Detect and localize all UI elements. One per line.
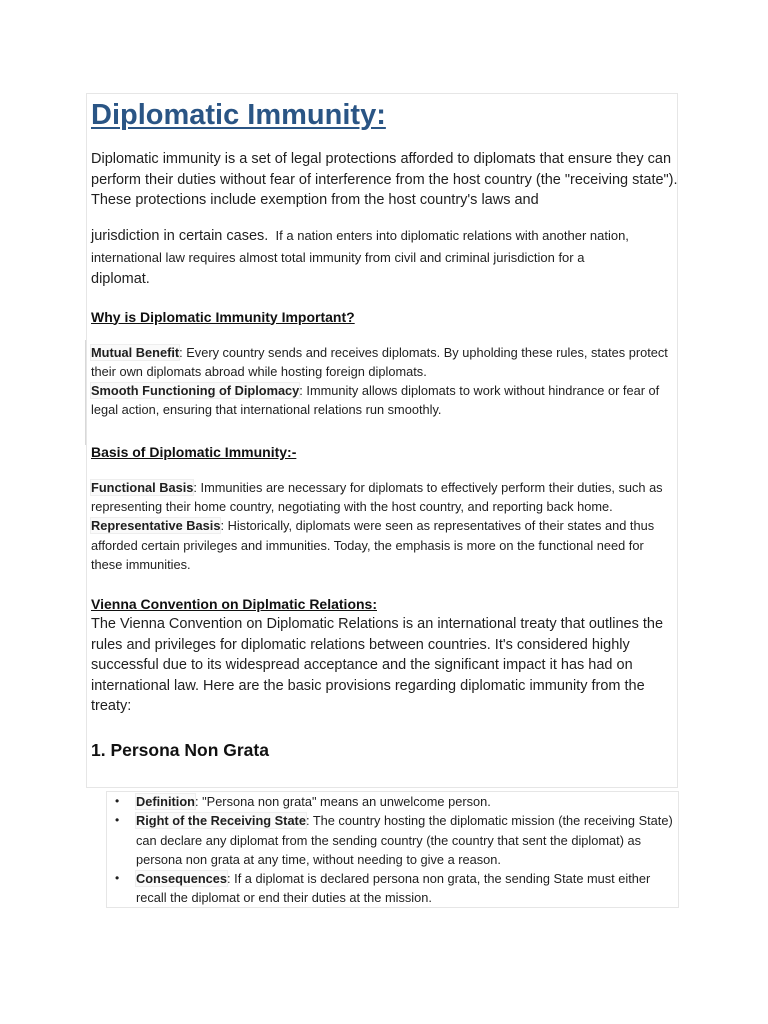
- basis-item: [91, 478, 676, 517]
- term-label: Smooth Functioning of Diplomacy: [91, 383, 300, 399]
- list-item: [108, 792, 676, 811]
- intro-mid: If a nation enters into diplomatic relations with another nation, international law requires almost total immunity from civil and criminal jurisdiction for a: [91, 227, 629, 265]
- term-text: : The country hosting the diplomatic mission (the receiving State) can declare any diplomat from the sending country (the country that sent the diplomat) as persona non grata at any time, without needing to give a reason.: [136, 813, 673, 867]
- why-item: [91, 381, 676, 420]
- bullet-icon: •: [115, 871, 120, 886]
- term-label: Right of the Receiving State: [136, 813, 306, 829]
- term-label: Functional Basis: [91, 479, 194, 495]
- basis-section: [91, 478, 676, 574]
- document-body: [91, 96, 679, 762]
- term-text: : Historically, diplomats were seen as representatives of their states and thus afforded certain privileges and immunities. Today, the emphasis is more on the functional need for these immunities.: [91, 518, 655, 572]
- term-label: Mutual Benefit: [91, 344, 180, 360]
- vienna-paragraph: The Vienna Convention on Diplomatic Relations is an international treaty that outlines the rules and privileges for diplomatic relations between countries. It's considered highly successful due to its widespread acceptance and the significant impact it has had on international law. Here are the basic provisions regarding diplomatic immunity from the treaty:: [91, 616, 664, 715]
- intro-paragraph-2: [91, 225, 679, 269]
- term-text: : Immunity allows diplomats to work without hindrance or fear of legal action, ensuring that international relations run smoothly.: [91, 383, 660, 418]
- term-label: Definition: [136, 794, 195, 809]
- persona-list: [108, 792, 676, 908]
- intro-paragraph: Diplomatic immunity is a set of legal protections afforded to diplomats that ensure they can perform their duties without fear of interference from the host country (the "receiving state"). These protections include exemption from the host country's laws and: [91, 151, 678, 208]
- margin-mark: [85, 340, 86, 445]
- bullet-icon: •: [115, 813, 120, 828]
- basis-item: [91, 516, 676, 574]
- intro-lead: jurisdiction in certain cases.: [91, 227, 269, 244]
- bullet-icon: •: [115, 794, 120, 808]
- term-text: : Every country sends and receives diplomats. By upholding these rules, states protect their own diplomats abroad while hosting foreign diplomats.: [91, 344, 668, 379]
- heading-basis: Basis of Diplomatic Immunity:-: [91, 443, 297, 460]
- term-text: : "Persona non grata" means an unwelcome person.: [195, 794, 491, 809]
- why-item: [91, 343, 676, 382]
- list-item: [108, 811, 676, 869]
- term-label: Consequences: [136, 871, 228, 887]
- term-text: : If a diplomat is declared persona non grata, the sending State must either recall the diplomat or end their duties at the mission.: [136, 871, 651, 906]
- page-title: Diplomatic Immunity:: [91, 99, 386, 131]
- heading-persona-non-grata: 1. Persona Non Grata: [91, 739, 269, 760]
- heading-vienna: Vienna Convention on Diplmatic Relations:: [91, 596, 377, 613]
- heading-why: Why is Diplomatic Immunity Important?: [91, 308, 355, 325]
- intro-tail: diplomat.: [91, 270, 150, 287]
- list-item: [108, 869, 676, 908]
- why-section: [91, 343, 676, 420]
- term-text: : Immunities are necessary for diplomats to effectively perform their duties, such as representing their home country, negotiating with the host country, and reporting back home.: [91, 479, 663, 514]
- term-label: Representative Basis: [91, 518, 221, 534]
